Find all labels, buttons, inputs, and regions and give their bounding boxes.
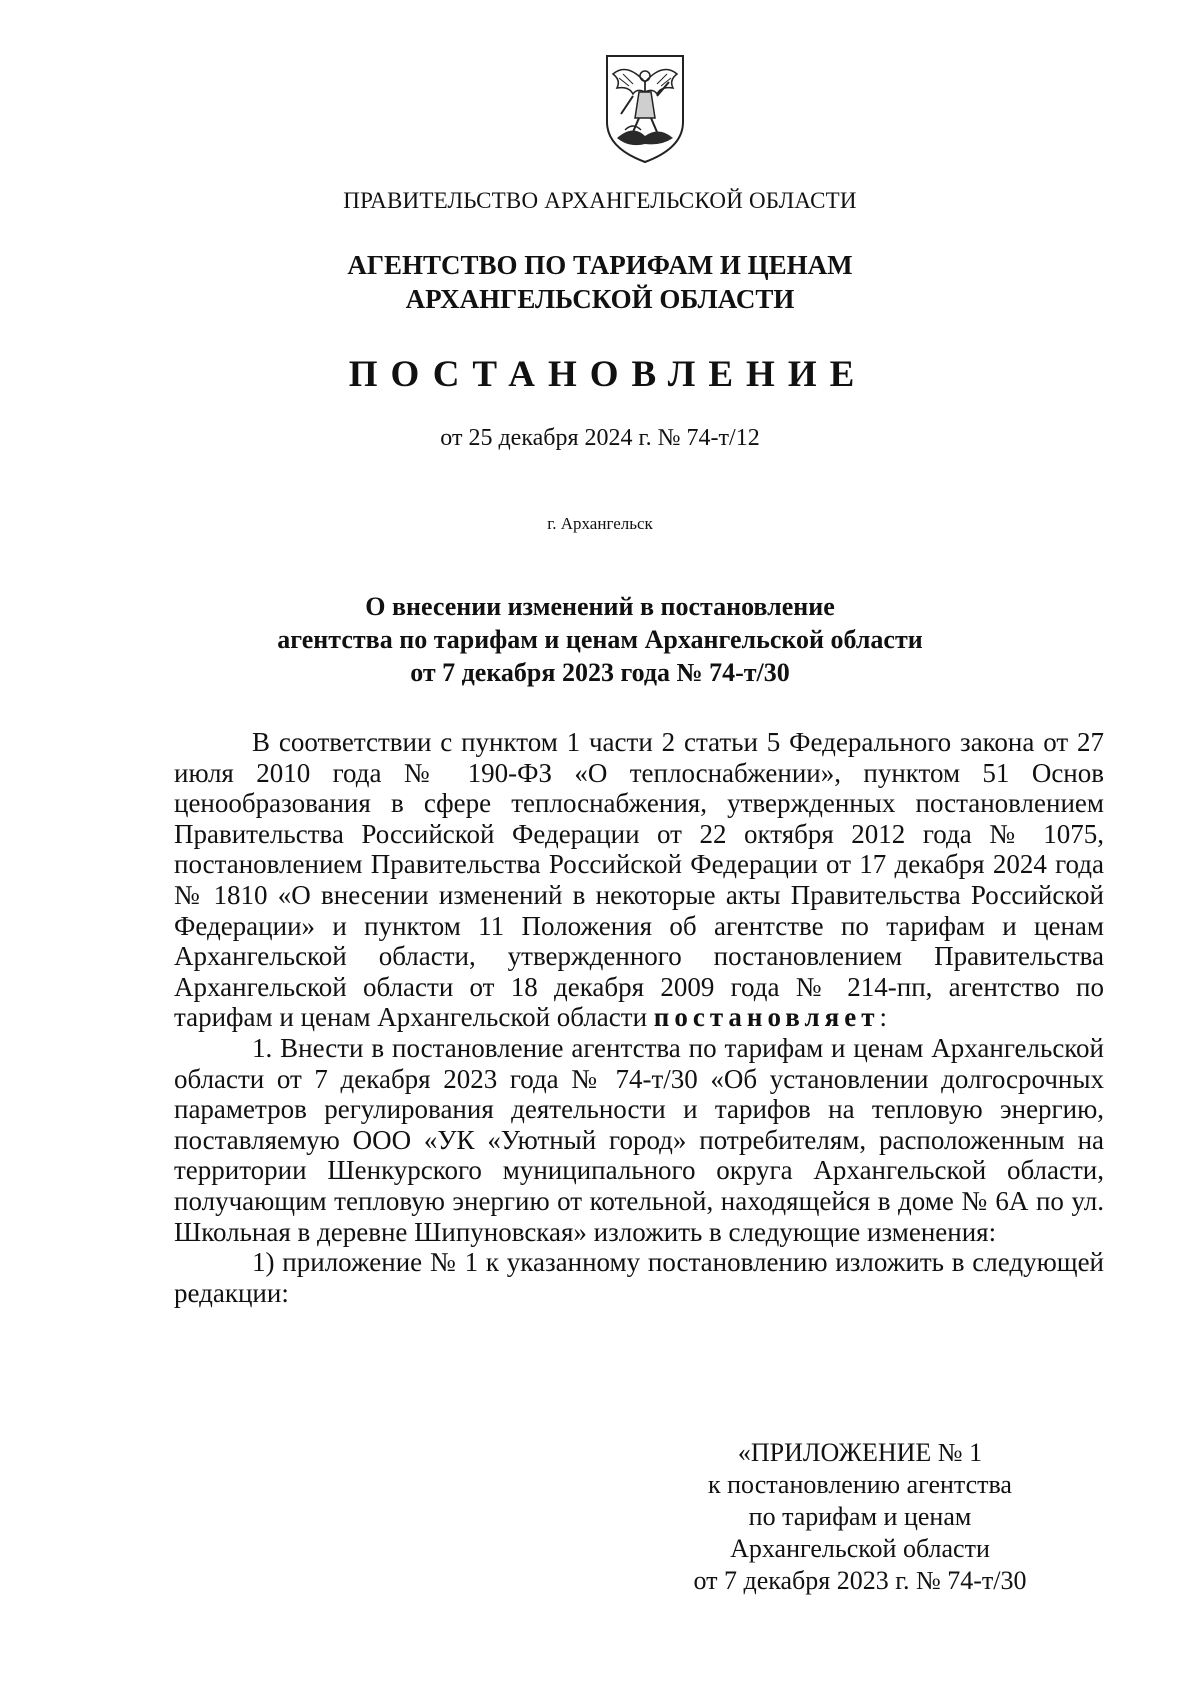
agency-title [0, 248, 1200, 316]
document-subject [0, 590, 1200, 689]
document-type-heading: ПОСТАНОВЛЕНИЕ [348, 354, 868, 395]
government-title: ПРАВИТЕЛЬСТВО АРХАНГЕЛЬСКОЙ ОБЛАСТИ [343, 188, 857, 213]
annex-line: к постановлению агентства [708, 1470, 1012, 1499]
decree-colon: : [879, 1002, 888, 1033]
annex-line: по тарифам и ценам [748, 1502, 972, 1531]
annex-line: от 7 декабря 2023 г. № 74-т/30 [693, 1566, 1027, 1595]
annex-line: Архангельской области [730, 1534, 990, 1563]
document-date-number: от 25 декабря 2024 г. № 74-т/12 [440, 425, 760, 451]
annex-line: «ПРИЛОЖЕНИЕ № 1 [737, 1438, 983, 1467]
preamble-paragraph [174, 727, 1104, 1033]
subject-line: агентства по тарифам и ценам Архангельской области [277, 625, 923, 654]
decree-word: постановляет [653, 1002, 880, 1033]
preamble-text: В соответствии с пунктом 1 части 2 статьи 5 Федерального закона от 27 июля 2010 года № 190-ФЗ «О теплоснабжении», пунктом 51 Основ ценообразования в сфере теплоснабжения, утвержденных постановлением Правительства Российской Федерации от 22 октября 2012 года № 1075, постановлением Правительства Российской Федерации от 17 декабря 2024 года № 1810 «О внесении изменений в некоторые акты Правительства Российской Федерации» и пунктом 11 Положения об агентстве по тарифам и ценам Архангельской области, утвержденного постановлением Правительства Архангельской области от 18 декабря 2009 года № 214-пп, агентство по тарифам и ценам Архангельской области [174, 727, 1104, 1033]
annex-header [670, 1437, 1050, 1597]
item-1-paragraph: 1. Внести в постановление агентства по тарифам и ценам Архангельской области от 7 декабря 2023 года № 74-т/30 «Об установлении долгосрочных параметров регулирования деятельности и тарифов на тепловую энергию, поставляемую ООО «УК «Уютный город» потребителям, расположенным на территории Шенкурского муниципального округа Архангельской области, получающим тепловую энергию от котельной, находящейся в доме № 6А по ул. Школьная в деревне Шипуновская» изложить в следующие изменения: [174, 1032, 1104, 1247]
subitem-1-paragraph: 1) приложение № 1 к указанному постановлению изложить в следующей редакции: [174, 1247, 1104, 1308]
subject-line: от 7 декабря 2023 года № 74-т/30 [410, 658, 790, 687]
document-body [174, 727, 1104, 1308]
document-city: г. Архангельск [547, 514, 653, 533]
subject-line: О внесении изменений в постановление [365, 592, 835, 621]
agency-title-line: АРХАНГЕЛЬСКОЙ ОБЛАСТИ [405, 284, 795, 314]
coat-of-arms-emblem [603, 52, 687, 164]
agency-title-line: АГЕНТСТВО ПО ТАРИФАМ И ЦЕНАМ [347, 250, 853, 280]
